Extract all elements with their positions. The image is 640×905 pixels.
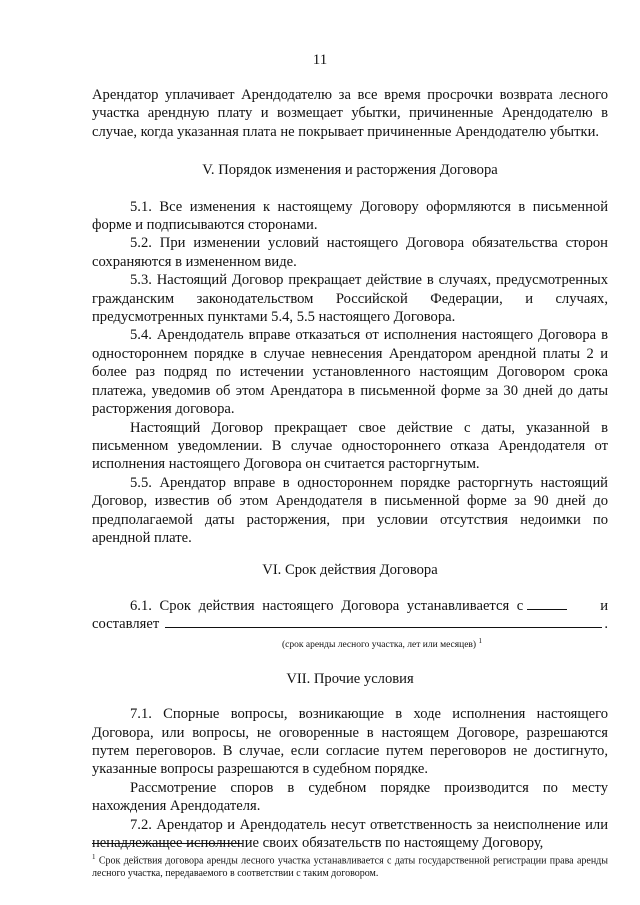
footnote-divider [92, 843, 242, 844]
paragraph-5-5: 5.5. Арендатор вправе в одностороннем порядке расторгнуть настоящий Договор, известив об этом Арендодателя в письменной форме за 90 дней до предполагаемой даты расторжения, при условии отсутствия недоимки по арендной плате. [92, 474, 608, 546]
paragraph-5-4-cont: Настоящий Договор прекращает свое действие с даты, указанной в письменном уведомлении. В случае одностороннего отказа Арендодателя от исполнения настоящего Договора он считается расторгнутым. [92, 419, 608, 473]
footnote-text: Срок действия договора аренды лесного участка устанавливается с даты государственной регистрации права аренды лесного участка, передаваемого в соответствии с таким договором. [92, 855, 608, 880]
term-line-2 [92, 615, 608, 633]
term-line-1-end: и [600, 597, 608, 614]
paragraph-5-4: 5.4. Арендодатель вправе отказаться от исполнения настоящего Договора в одностороннем порядке в случае невнесения Арендатором арендной платы 2 и более раз подряд по истечении установленного настоящим Договором срока платежа, уведомив об этом Арендатора в письменной форме за 30 дней до даты расторжения договора. [92, 327, 608, 418]
paragraph-intro: Арендатор уплачивает Арендодателю за все время просрочки возврата лесного участка арендную плату и возмещает убытки, причиненные Арендодателю в случае, когда указанная плата не покрывает причиненные Арендодателю убытки. [92, 87, 608, 140]
paragraph-5-2: 5.2. При изменении условий настоящего Договора обязательства сторон сохраняются в измененном виде. [92, 235, 608, 270]
paragraph-5-1: 5.1. Все изменения к настоящему Договору оформляются в письменной форме и подписываются сторонами. [92, 198, 608, 234]
term-line-2-text: составляет [92, 616, 160, 633]
term-line-1 [92, 597, 608, 615]
paragraph-7-2: 7.2. Арендатор и Арендодатель несут ответственность за неисполнение или ненадлежащее исполнение своих обязательств по настоящему Договору, [92, 816, 608, 851]
paragraph-7-1: 7.1. Спорные вопросы, возникающие в ходе исполнения настоящего Договора, или вопросы, не оговоренные в настоящем Договоре, разрешаются путем переговоров. В случае, если согласие путем переговоров не достигнуто, указанные вопросы разрешаются в судебном порядке. [92, 706, 608, 778]
footnote-marker: 1 [92, 853, 96, 861]
section-6-heading: VI. Срок действия Договора [262, 562, 438, 579]
document-body [92, 86, 608, 852]
section-5-heading: V. Порядок изменения и расторжения Договора [202, 162, 498, 179]
section-7-heading: VII. Прочие условия [286, 670, 414, 687]
footnote [92, 851, 608, 880]
footnote-ref: 1 [478, 636, 482, 645]
paragraph-7-1-cont: Рассмотрение споров в судебном порядке производится по месту нахождения Арендодателя. [92, 779, 608, 815]
term-caption [92, 635, 608, 651]
paragraph-5-3: 5.3. Настоящий Договор прекращает действие в случаях, предусмотренных гражданским законодательством Российской Федерации, и случаях, предусмотренных пунктами 5.4, 5.5 настоящего Договора. [92, 272, 608, 326]
term-duration-blank[interactable] [165, 615, 602, 628]
term-caption-text: (срок аренды лесного участка, лет или месяцев) [282, 639, 477, 650]
start-date-blank[interactable] [527, 597, 567, 610]
page-number: 11 [312, 52, 328, 68]
term-line-1-text: 6.1. Срок действия настоящего Договора устанавливается с [130, 597, 524, 614]
term-line-2-end: . [604, 616, 608, 633]
